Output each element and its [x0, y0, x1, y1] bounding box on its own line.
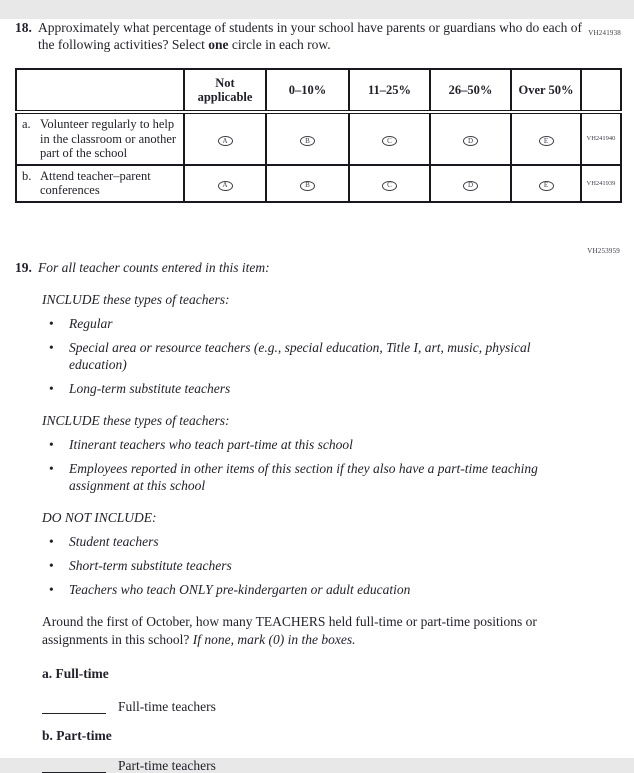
item-code-q19: VH253959	[587, 246, 620, 255]
full-time-caption: Full-time teachers	[118, 698, 216, 714]
full-time-field-row	[42, 699, 614, 714]
bullet-text: Employees reported in other items of this section if they also have a part-time teaching assignment at this school	[69, 460, 538, 493]
answer-circle-a-over-50[interactable]: E	[539, 136, 554, 146]
column-header-over-50: Over 50%	[511, 69, 581, 112]
list-item	[42, 557, 614, 574]
question-19-body	[42, 291, 614, 773]
bullet-text: Long-term substitute teachers	[69, 380, 231, 396]
question-19-intro: For all teacher counts entered in this item:	[38, 259, 270, 275]
list-item	[42, 460, 614, 494]
row-b-label-cell	[16, 165, 184, 202]
part-time-caption: Part-time teachers	[118, 757, 216, 773]
bullet-icon	[42, 533, 69, 550]
row-a-label-cell	[16, 112, 184, 165]
answer-circle-a-0-10[interactable]: B	[300, 136, 315, 146]
table-row-a	[16, 112, 621, 165]
row-a-label: Volunteer regularly to help in the classroom or another part of the school	[40, 117, 177, 160]
question-18-text-post: circle in each row.	[228, 37, 331, 52]
row-a-code: VH241940	[581, 112, 621, 165]
q18-response-table	[15, 68, 622, 203]
bullet-icon	[42, 380, 69, 397]
list-item	[42, 581, 614, 598]
list-item	[42, 315, 614, 332]
bullet-icon	[42, 581, 69, 598]
answer-circle-b-over-50[interactable]: E	[539, 181, 554, 191]
column-header-11-25: 11–25%	[349, 69, 430, 112]
teacher-count-question-regular: Around the first of October, how many TEACHERS held full-time or part-time positions or assignments in this school?	[42, 613, 537, 647]
full-time-teachers-input[interactable]	[42, 701, 106, 714]
bullet-text: Itinerant teachers who teach part-time at this school	[69, 436, 353, 452]
row-b-letter: b.	[22, 168, 32, 183]
part-time-teachers-input[interactable]	[42, 760, 106, 773]
bullet-icon	[42, 557, 69, 574]
answer-circle-a-11-25[interactable]: C	[382, 136, 397, 146]
column-header-not-applicable: Not applicable	[184, 69, 266, 112]
row-b-code: VH241939	[581, 165, 621, 202]
column-header-0-10: 0–10%	[266, 69, 349, 112]
bullet-text: Short-term substitute teachers	[69, 557, 232, 573]
list-item	[42, 436, 614, 453]
teacher-count-question-italic: If none, mark (0) in the boxes.	[192, 631, 356, 647]
item-code-q18: VH241938	[588, 29, 621, 37]
bullet-text: Special area or resource teachers (e.g., special education, Title I, art, music, physical education)	[69, 339, 531, 372]
row-b-label: Attend teacher–parent conferences	[40, 168, 151, 197]
question-18-bold-word: one	[208, 37, 229, 52]
bullet-text: Student teachers	[69, 533, 159, 549]
part-time-label: b. Part-time	[42, 727, 112, 743]
list-item	[42, 533, 614, 550]
bullet-text: Teachers who teach ONLY pre-kindergarten or adult education	[69, 581, 411, 597]
question-18-text-pre: Approximately what percentage of students in your school have parents or guardians who do each of the following activities? Select	[38, 20, 582, 52]
answer-circle-b-11-25[interactable]: C	[382, 181, 397, 191]
bullet-icon	[42, 339, 69, 373]
column-header-code	[581, 69, 621, 112]
question-18-number: 18.	[15, 20, 32, 35]
teacher-count-question	[42, 613, 562, 649]
answer-circle-b-not-applicable[interactable]: A	[218, 181, 233, 191]
full-time-label: a. Full-time	[42, 665, 109, 681]
include-heading-1: INCLUDE these types of teachers:	[42, 291, 230, 307]
bullet-icon	[42, 460, 69, 494]
question-19	[15, 259, 620, 276]
bullet-text: Regular	[69, 315, 113, 331]
column-header-blank	[16, 69, 184, 112]
answer-circle-a-not-applicable[interactable]: A	[218, 136, 233, 146]
list-item	[42, 339, 614, 373]
do-not-include-heading: DO NOT INCLUDE:	[42, 509, 157, 525]
bullet-icon	[42, 436, 69, 453]
questionnaire-page	[0, 19, 634, 773]
bullet-icon	[42, 315, 69, 332]
answer-circle-b-26-50[interactable]: D	[463, 181, 478, 191]
question-19-number: 19.	[15, 259, 32, 275]
table-header-row	[16, 69, 621, 112]
question-18	[15, 19, 620, 53]
part-time-field-row	[42, 758, 614, 773]
answer-circle-b-0-10[interactable]: B	[300, 181, 315, 191]
list-item	[42, 380, 614, 397]
column-header-26-50: 26–50%	[430, 69, 511, 112]
include-heading-2: INCLUDE these types of teachers:	[42, 412, 230, 428]
answer-circle-a-26-50[interactable]: D	[463, 136, 478, 146]
question-18-text	[38, 19, 590, 53]
row-a-letter: a.	[22, 117, 31, 131]
table-row-b	[16, 165, 621, 202]
